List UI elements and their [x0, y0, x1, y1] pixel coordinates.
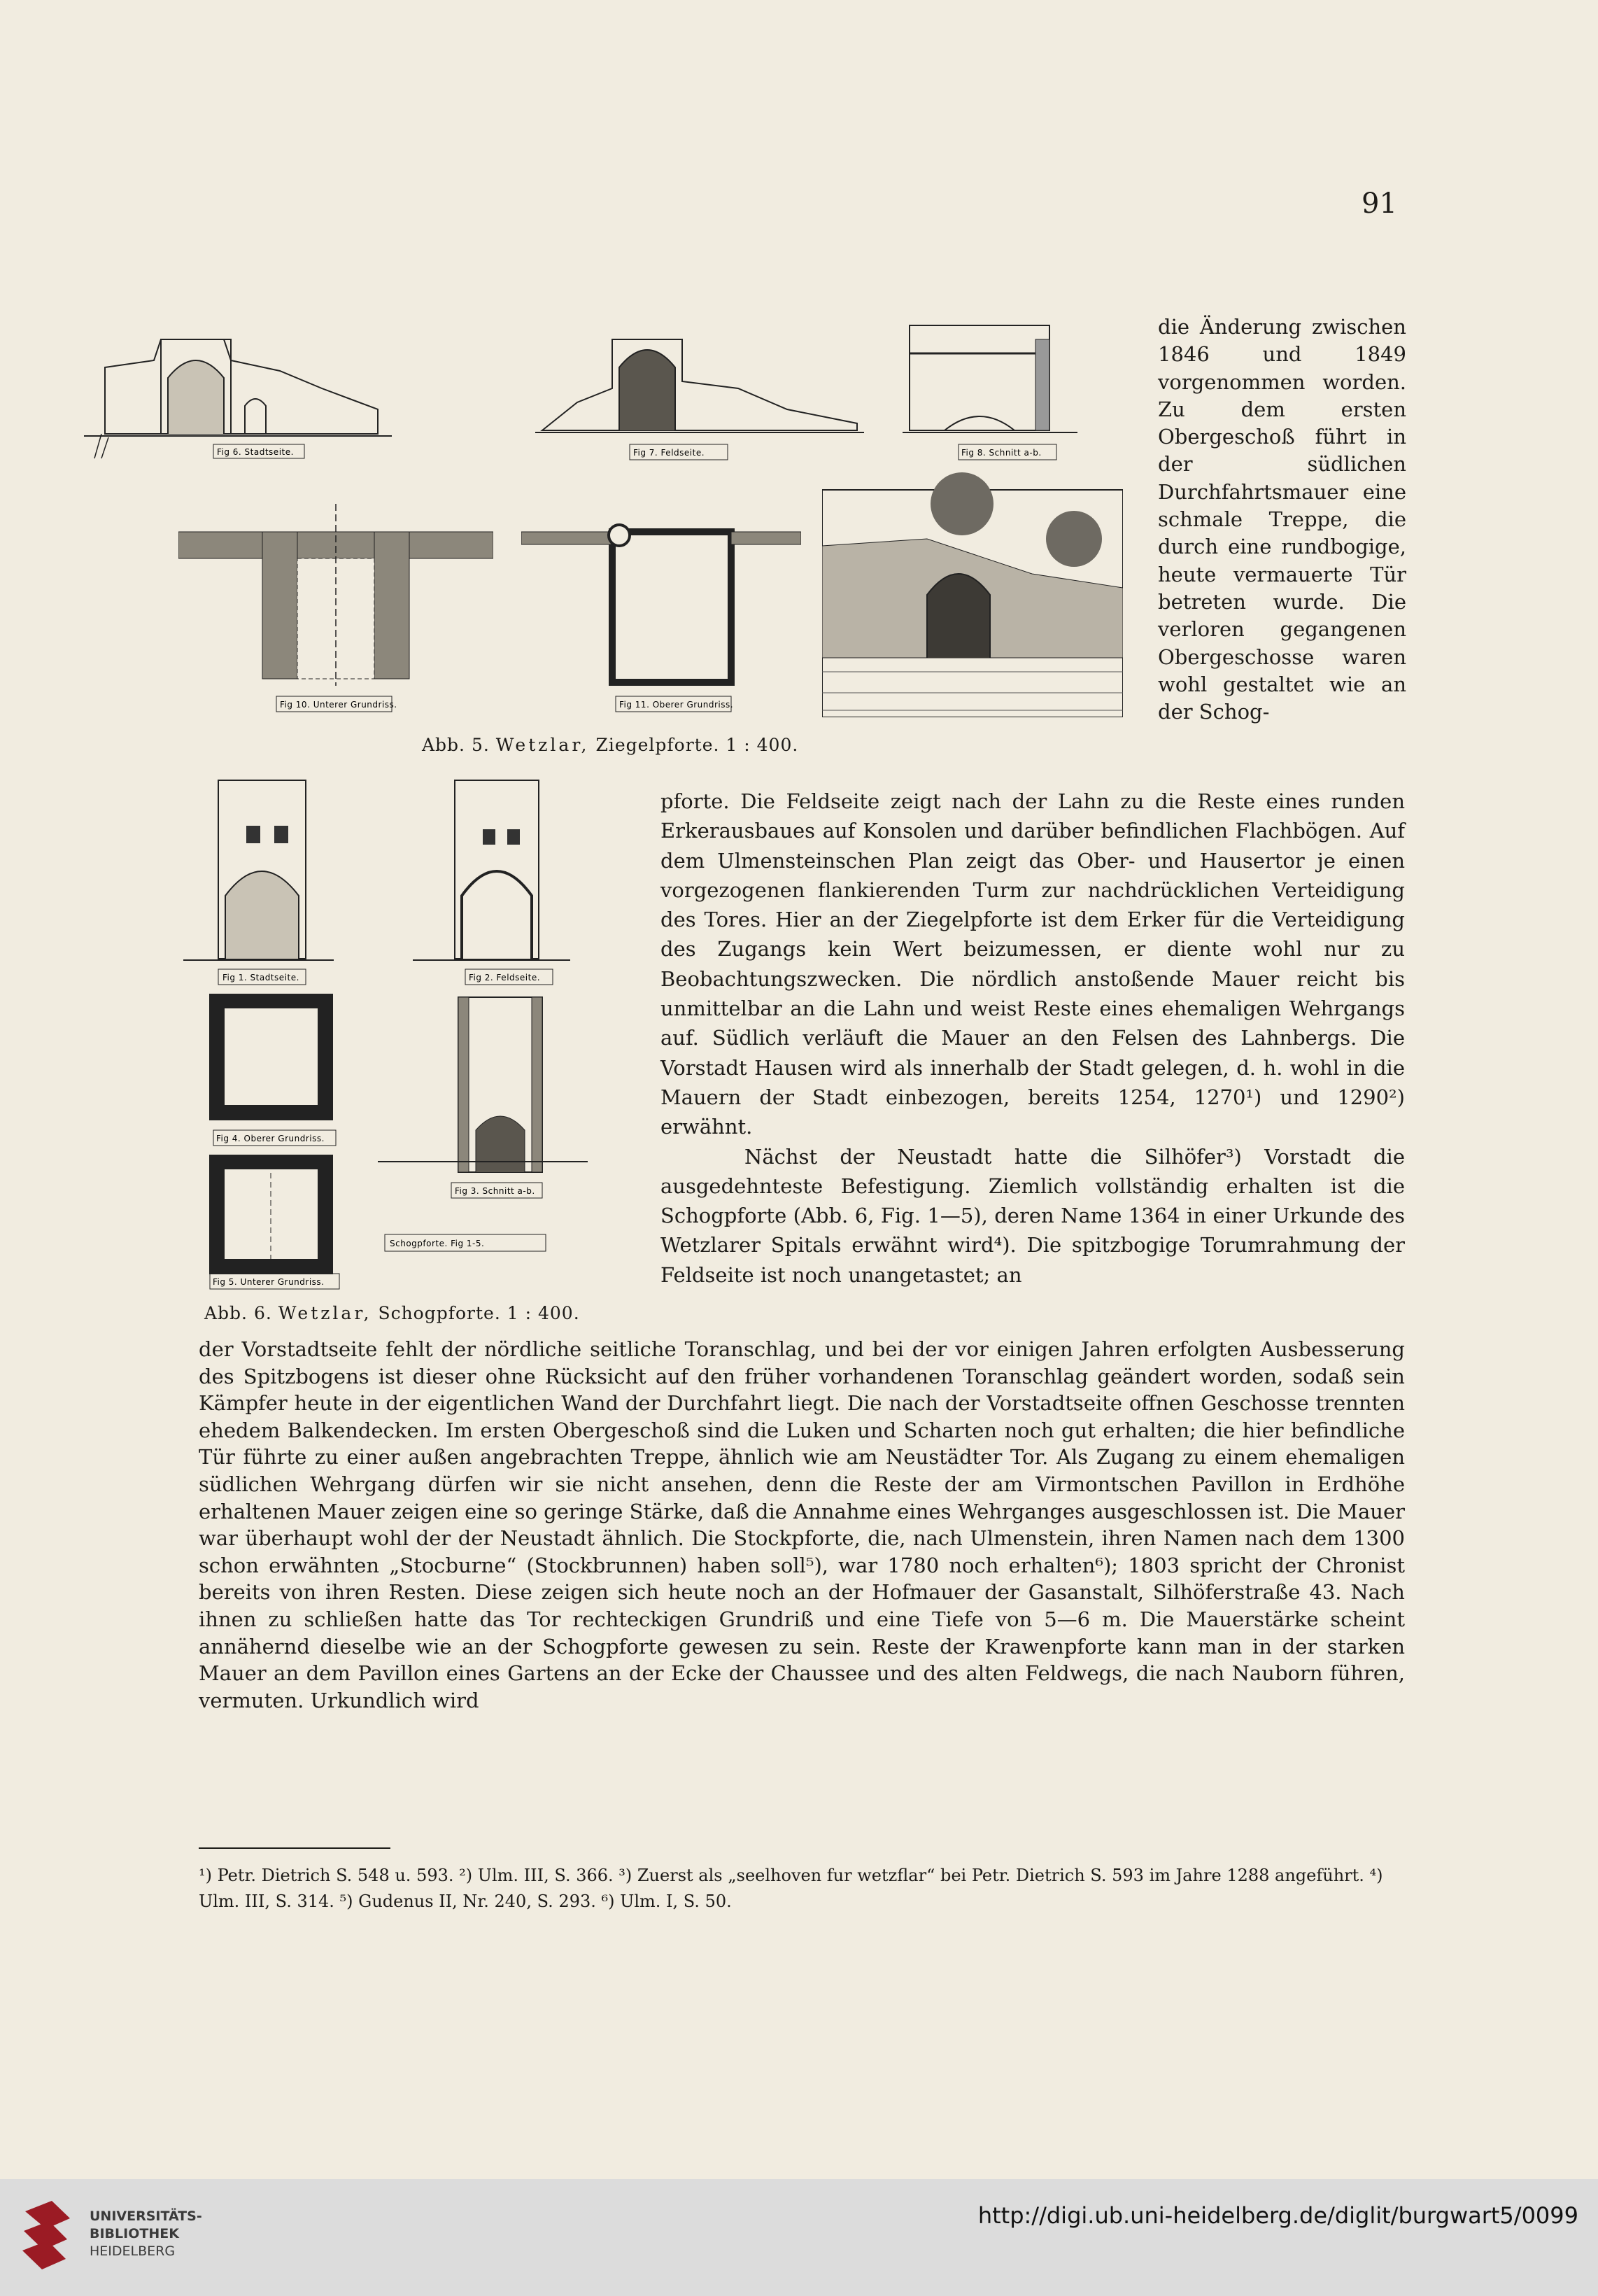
footnote-divider: [199, 1847, 390, 1849]
fig5-caption-place: Wetzlar,: [495, 735, 590, 755]
mid-paragraph-2: Nächst der Neustadt hatte die Silhöfer³) Vorstadt die ausgedehnteste Befestigung. Ziemlich vollständig erhalten ist die Schogpforte (Abb. 6, Fig. 1—5), deren Name 1364 in einer Urkunde des Wetzlarer Spitals erwähnt wird⁴). Die spitzbogige Torumrahmung der Feldseite ist noch unangetastet; an: [660, 1144, 1405, 1287]
narrow-text-column: [1158, 314, 1406, 726]
library-footer-bar: [0, 2179, 1598, 2296]
middle-text-column: [660, 787, 1405, 1290]
fig6-label-1: Fig 1. Stadtseite.: [222, 973, 299, 983]
fig6-label-3: Fig 4. Oberer Grundriss.: [216, 1134, 325, 1143]
fig5-label-5: Fig 11. Oberer Grundriss.: [619, 700, 734, 710]
schogpforte-overall-label: [381, 1232, 549, 1254]
fig5-caption-prefix: Abb. 5.: [422, 735, 490, 755]
full-width-text: [199, 1336, 1405, 1714]
fig5-label-2: Fig 7. Feldseite.: [633, 448, 705, 458]
fig5-label-4: Fig 10. Unterer Grundriss.: [280, 700, 397, 710]
page-number: 91: [1362, 188, 1397, 220]
fig11-oberer-grundriss-drawing: [521, 518, 801, 721]
ziegelpforte-sketch: [822, 462, 1123, 717]
library-name-line-2: BIBLIOTHEK: [90, 2226, 179, 2241]
fig5-label-1: Fig 6. Stadtseite.: [217, 447, 294, 457]
library-name-line-3: HEIDELBERG: [90, 2244, 176, 2259]
library-name: [90, 2208, 202, 2260]
full-paragraph: der Vorstadtseite fehlt der nördliche seitliche Toranschlag, und bei der vor einigen Jahren erfolgten Ausbesserung des Spitzbogens ist dieser ohne Rücksicht auf den früher vorhandenen Toranschlag geändert worden, sodaß sein Kämpfer heute in der eigentlichen Wand der Durchfahrt liegt. Die nach der Vorstadtseite offnen Geschosse trennten ehedem Balkendecken. Im ersten Obergeschoß sind die Luken und Scharten noch gut erhalten; die hier befindliche Tür führte zu einer außen angebrachten Treppe, ähnlich wie am Neustädter Tor. Als Zugang zu einem ehemaligen südlichen Wehrgang dürfen wir sie nicht ansehen, denn die Reste der am Virmontschen Pavillon in Erdhöhe erhaltenen Mauer zeigen eine so geringe Stärke, daß die Annahme eines Wehrganges ausgeschlossen ist. Die Mauer war überhaupt wohl der der Neustadt ähnlich. Die Stockpforte, die, nach Ulmenstein, ihren Namen nach dem 1300 schon erwähnten „Stocburne“ (Stockbrunnen) haben soll⁵), war 1780 noch erhalten⁶); 1803 spricht der Chronist bereits von ihren Resten. Diese zeigen sich heute noch an der Hofmauer der Gasanstalt, Silhöferstraße 43. Nach ihnen zu schließen hatte das Tor rechteckigen Grundriß und eine Tiefe von 5—6 m. Die Mauerstärke scheint annähernd dieselbe wie an der Schogpforte gewesen zu sein. Reste der Krawenpforte kann man in der starken Mauer an dem Pavillon eines Gartens an der Ecke der Chaussee und des alten Feldwegs, die nach Nauborn führen, vermuten. Urkundlich wird: [199, 1337, 1405, 1712]
source-url-link[interactable]: http://digi.ub.uni-heidelberg.de/diglit/burgwart5/0099: [977, 2202, 1578, 2229]
fig6-caption-name: Schogpforte.: [378, 1303, 501, 1323]
mid-paragraph-1: pforte. Die Feldseite zeigt nach der Lahn zu die Reste eines runden Erkerausbaues auf Konsolen und darüber befindlichen Flachbögen. Auf dem Ulmensteinschen Plan zeigt das Ober- und Hausertor je einen vorgezogenen flankierenden Turm zur nachdrücklichen Verteidigung des Tores. Hier an der Ziegelpforte ist dem Erker für die Verteidigung des Zugangs kein Wert beizumessen, er diente wohl nur zu Beobachtungszwecken. Die nördlich anstoßende Mauer reicht bis unmittelbar an die Lahn und weist Reste eines ehemaligen Wehrgangs auf. Südlich verläuft die Mauer an den Felsen des Lahnbergs. Die Vorstadt Hausen wird als innerhalb der Stadt gelegen, d. h. wohl in die Mauern der Stadt einbezogen, bereits 1254, 1270¹) und 1290²) erwähnt.: [660, 789, 1405, 1139]
fig6-caption: [204, 1303, 580, 1323]
fig10-unterer-grundriss-drawing: [178, 504, 493, 721]
narrow-paragraph: die Änderung zwischen 1846 und 1849 vorgenommen worden. Zu dem ersten Obergeschoß führt in der südlichen Durchfahrtsmauer eine schmale Treppe, die durch eine rundbogige, heute vermauerte Tür betreten wurde. Die verloren gegangenen Obergeschosse waren wohl gestaltet wie an der Schog-: [1158, 315, 1406, 724]
schogpforte-unterer-grundriss-drawing: [206, 1155, 346, 1291]
fig5-caption: [422, 735, 798, 755]
fig6-caption-scale: 1 : 400.: [507, 1303, 580, 1323]
fig5-label-3: Fig 8. Schnitt a-b.: [961, 448, 1042, 458]
fig6-stadtseite-drawing: [84, 311, 392, 469]
fig6-label-2: Fig 2. Feldseite.: [469, 973, 541, 983]
fig5-caption-scale: 1 : 400.: [726, 735, 799, 755]
schogpforte-stadtseite-drawing: [183, 777, 334, 987]
footnotes: ¹) Petr. Dietrich S. 548 u. 593. ²) Ulm. III, S. 366. ³) Zuerst als „seelhoven fur wetzflar“ bei Petr. Dietrich S. 593 im Jahre 1288 angeführt. ⁴) Ulm. III, S. 314. ⁵) Gudenus II, Nr. 240, S. 293. ⁶) Ulm. I, S. 50.: [199, 1866, 1383, 1911]
fig6-label-6: Fig 5. Unterer Grundriss.: [213, 1277, 325, 1287]
heidelberg-library-logo[interactable]: [18, 2197, 77, 2274]
fig6-caption-prefix: Abb. 6.: [204, 1303, 272, 1323]
fig5-caption-name: Ziegelpforte.: [595, 735, 720, 755]
fig6-label-4: Fig 3. Schnitt a-b.: [455, 1186, 535, 1196]
fig8-schnitt-drawing: [903, 318, 1077, 469]
schogpforte-feldseite-drawing: [413, 777, 570, 987]
fig6-label-5: Schogpforte. Fig 1-5.: [390, 1239, 485, 1248]
schogpforte-schnitt-drawing: [378, 990, 588, 1204]
fig6-caption-place: Wetzlar,: [278, 1303, 372, 1323]
library-name-line-1: UNIVERSITÄTS-: [90, 2209, 202, 2224]
schogpforte-oberer-grundriss-drawing: [206, 994, 346, 1155]
fig7-feldseite-drawing: [535, 318, 864, 469]
